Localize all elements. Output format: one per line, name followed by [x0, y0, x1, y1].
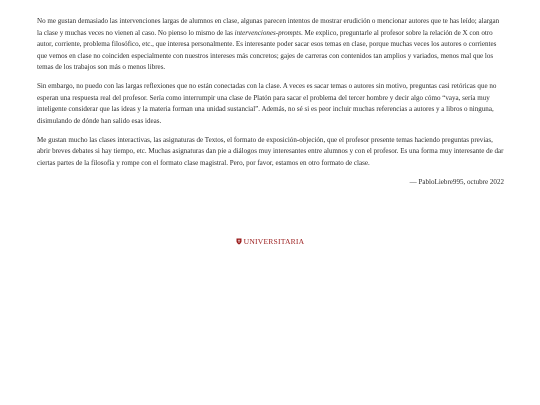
author-signature: — PabloLiebre995, octubre 2022 [409, 177, 504, 186]
brand-label: UNIVERSITARIA [243, 237, 305, 246]
shield-icon [236, 238, 242, 247]
footer-brand-link[interactable] [0, 237, 540, 246]
paragraph-3: Me gustan mucho las clases interactivas, las asignaturas de Textos, el formato de exposición-objeción, que el profesor presente temas haciendo preguntas previas, abrir breves debates si hay tiempo, etc. Muchas asignaturas dan pie a diálogos muy interesantes entre alumnos y con el profesor. Es una forma muy interesante de dar ciertas partes de la filosofía y rompe con el formato clase magistral. Pero, por favor, estamos en otro formato de clase. [37, 135, 504, 167]
paragraph-2: Sin embargo, no puedo con las largas reflexiones que no están conectadas con la clase. A veces es sacar temas o autores sin motivo, preguntas casi retóricas que no esperan una respuesta real del profesor. Sería como interrumpir una clase de Platón para sacar el problema del tercer hombre y decir algo cómo “vaya, sería muy inteligente considerar que las ideas y la materia forman una unidad sustancial”. Además, no sé si es peor incluir muchas referencias a autores y a libros o ninguna, disimulando de dónde han salido esas ideas. [37, 82, 497, 125]
emphasis-term: intervenciones-prompts [234, 28, 301, 37]
paragraph-1: No me gustan demasiado las intervenciones largas de alumnos en clase, algunas parecen intentos de mostrar erudición o mencionar autores que te has leído; alargan la clase y muchas veces no vienen al caso. No pienso lo mismo de las intervenciones-prompts. Me explico, preguntarle al profesor sobre la relación de X con otro autor, corriente, problema filosófico, etc., que interesa personalmente. Es interesante poder sacar esos temas en clase, porque muchas veces los autores o corrientes que vemos en clase no coinciden especialmente con nuestros intereses más concretos; gajes de carreras con contenidos tan amplios y variados, menos mal que los temas de los trabajos son más o menos libres. [37, 17, 500, 71]
article [37, 16, 504, 188]
